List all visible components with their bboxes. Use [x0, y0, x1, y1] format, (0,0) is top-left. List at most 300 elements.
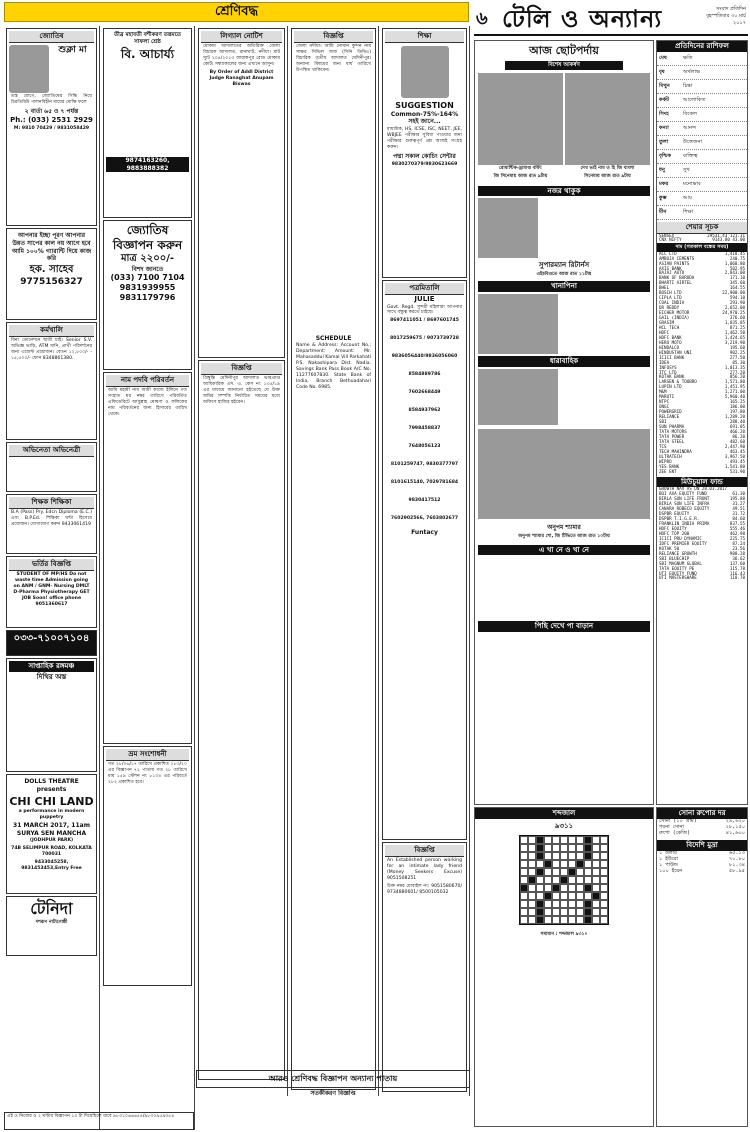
rashi-row — [657, 94, 747, 108]
gold-row-value: ৪১,৬০০ — [725, 829, 745, 836]
stock-row-name: BOSCH LTD — [659, 290, 682, 296]
fund-row-name: CANARA ROBECO EQUITY — [659, 506, 710, 512]
rashi-sign: ধনু — [659, 167, 666, 173]
stock-row-value: 1,271.00 — [724, 389, 745, 395]
teacher-photo — [401, 46, 449, 98]
entertainment-page — [474, 40, 748, 1130]
rashi-value: আনন্দ — [683, 125, 697, 131]
crossword-cell — [528, 876, 536, 884]
crossword-cell — [568, 876, 576, 884]
stock-row-value: 691.05 — [729, 424, 745, 430]
rashi-sign: কন্যা — [659, 125, 669, 131]
fund-row-value: 837.55 — [729, 520, 745, 526]
rashi-row — [657, 80, 747, 94]
shiksha-section — [382, 28, 467, 278]
contact-phone-2: 9831939955 — [119, 283, 176, 292]
stock-row-name: ACC LTD — [659, 250, 677, 256]
fund-row — [659, 576, 745, 581]
contact-number: 9830417512 — [408, 498, 441, 504]
crossword-cell — [544, 860, 552, 868]
contact-number: 7648056123 — [408, 444, 441, 450]
stock-row-name: HDFC — [659, 329, 670, 335]
bhram-heading: ভ্রম সংশোধনী — [106, 749, 189, 761]
stock-row-name: KOTAK BANK — [659, 374, 685, 380]
stock-row-name: BHARTI AIRTEL — [659, 280, 692, 286]
crossword-cell — [600, 852, 608, 860]
contact-phone-1: (033) 7100 7104 — [110, 273, 185, 282]
contact-number: 8584937962 — [408, 408, 441, 414]
anupam-title: অনুপম শ্যামার — [547, 523, 581, 531]
crossword-cell — [536, 884, 544, 892]
rashi-value: আয় — [683, 195, 693, 201]
stock-row-name: AXIS BANK — [659, 265, 682, 271]
rashi-value: মনোভাব — [683, 181, 701, 187]
stock-row-value: 1,013.35 — [724, 364, 745, 370]
stock-row-value: 1,424.65 — [724, 334, 745, 340]
index-block — [657, 234, 747, 244]
stock-row-name: INFOSYS — [659, 364, 677, 370]
crossword-cell — [520, 908, 528, 916]
crossword-cell — [520, 844, 528, 852]
crossword-cell — [576, 860, 584, 868]
gold-heading: সোনা রুপোর দর — [657, 808, 747, 819]
suggestion-title: SUGGESTION — [395, 100, 454, 110]
rashi-value: বিকেল — [683, 111, 697, 117]
crossword-cell — [544, 868, 552, 876]
crossword-cell — [560, 892, 568, 900]
crossword-cell — [552, 892, 560, 900]
najar-time: এইচবিওতে আজ রাত ১১টায় — [536, 272, 592, 278]
fund-row-value: 36.62 — [732, 555, 745, 561]
crossword-cell — [536, 900, 544, 908]
contact-number: 8017259675 / 9073739728 — [390, 336, 459, 342]
stock-row-value: 2,652.00 — [724, 305, 745, 311]
crossword-cell — [576, 868, 584, 876]
stock-row-value: 240.75 — [729, 255, 745, 261]
crossword-cell — [560, 884, 568, 892]
najar-photo — [478, 198, 538, 258]
stock-row-name: TATA STEEL — [659, 438, 685, 444]
stock-row-value: 288.40 — [729, 419, 745, 425]
rashi-value: অর্থলাভ — [683, 69, 701, 75]
stock-row-name: GAIL (INDIA) — [659, 315, 690, 321]
fund-row-name: BIRLA SUN LIFE FRONT — [659, 496, 710, 502]
currency-row-name: ১ ডলার — [659, 850, 677, 857]
tv-section — [474, 40, 654, 805]
stock-row-name: ASIAN PAINTS — [659, 260, 690, 266]
stock-row-name: HERO MOTO — [659, 339, 682, 345]
crossword-cell — [560, 876, 568, 884]
aaj-title: আজ ছোটপর্দায় — [529, 44, 599, 57]
mutual-heading: মিউচুয়াল ফান্ড — [657, 477, 747, 488]
crossword-cell — [536, 868, 544, 876]
julie-text: Govt. Regd. সুন্দরী মহিলারা আপনার সাথে বন্ধুত্ব করতে চাইছে। — [387, 304, 462, 316]
contact-number: 7602902566, 7603802677 — [390, 516, 459, 522]
crossword-number: ৯৩১১ — [554, 821, 574, 830]
stock-row-name: SUN PHARMA — [659, 424, 685, 430]
rashi-list — [657, 52, 747, 220]
stock-row-value: 1,035.85 — [724, 320, 745, 325]
bigyapti-5-section — [382, 842, 467, 1092]
currency-row-name: ১০০ ইয়েন — [659, 867, 683, 874]
crossword-cell — [520, 876, 528, 884]
stock-row-value: 3,219.90 — [724, 339, 745, 345]
play-name: দিথির অস্ত — [36, 672, 67, 681]
rashi-value: চিন্তা — [683, 83, 693, 89]
show2-photo — [565, 73, 650, 165]
khabar-photo — [478, 294, 558, 354]
currency-heading: বিদেশি মুদ্রা — [657, 840, 747, 851]
crossword-cell — [544, 908, 552, 916]
rashi-row — [657, 52, 747, 66]
crossword-section — [474, 807, 654, 1127]
crossword-cell — [536, 892, 544, 900]
rangamancha-heading: সাপ্তাহিক রঙ্গমঞ্চ — [9, 661, 94, 672]
suggestion-sub: Common-75%-164% সহই জানে... — [390, 110, 459, 126]
astrologer-photo — [9, 45, 49, 93]
stock-row-value: 502.95 — [729, 265, 745, 271]
crossword-cell — [560, 900, 568, 908]
stock-row-value: 164.55 — [729, 285, 745, 291]
crossword-cell — [552, 900, 560, 908]
crossword-cell — [592, 860, 600, 868]
astrologer-name: শুক্লা মা — [58, 44, 87, 55]
crossword-cell — [576, 876, 584, 884]
stock-row-value: 1,571.80 — [724, 379, 745, 385]
crossword-cell — [584, 876, 592, 884]
rashi-row — [657, 122, 747, 136]
bhram-section — [103, 746, 192, 986]
crossword-cell — [576, 908, 584, 916]
stock-row-value: 594.10 — [729, 295, 745, 301]
stock-row-name: M&M — [659, 389, 667, 395]
crossword-cell — [520, 884, 528, 892]
footer-note: এই ও নিজের ও ২ ঘণ্টার বিজ্ঞাপন ১০ টা দিয়েছিলে যাবে ৯৮৩১০৬৬৬৫৪/৯৮৩০৯৫৯৩৫৪ — [7, 1114, 175, 1119]
schedule-heading: SCHEDULE — [315, 334, 352, 342]
fund-row-name: BOI AXA EQUITY FUND — [659, 491, 707, 497]
page-header — [474, 2, 748, 36]
stock-row-value: 22,900.00 — [722, 290, 745, 296]
stock-row-value: 85.30 — [732, 359, 745, 365]
stock-row-name: BAJAJ AUTO — [659, 270, 685, 276]
patramitali-section — [382, 280, 467, 840]
fund-row-value: 115.78 — [729, 565, 745, 571]
padma-coaching: পদ্মা সকাল কোচিং সেন্টার — [393, 152, 456, 160]
bharti-heading: ভর্তির বিজ্ঞপ্তি — [9, 559, 94, 571]
bharti-section — [6, 556, 97, 628]
stock-row-name: COAL INDIA — [659, 300, 685, 306]
fund-row-value: 462.98 — [729, 530, 745, 536]
crossword-cell — [592, 868, 600, 876]
ad2-phone: 9775156327 — [20, 276, 83, 287]
fund-row-value: 61.30 — [732, 491, 745, 497]
fund-row-name: KOTAK 50 — [659, 545, 680, 551]
bigyapti-5-heading: বিজ্ঞপ্তি — [385, 845, 464, 857]
karmakhali-text: বিনা ডোনেশনে ছাত্রী চাই। Senior S.V. অভিজ্ঞ ভাড়ি, ATM মানি, প্রার্থী পরিদর্শনের জন্য এজেন্ট প্রয়োজন। বেতন ১২,৫০০/- - ১৫,৫০০/- ফোন 8348861380. — [11, 337, 92, 361]
crossword-cell — [552, 916, 560, 924]
crossword-cell — [600, 884, 608, 892]
sadarkaran-heading: সতর্কীকরণ বিজ্ঞপ্তি — [310, 1090, 356, 1097]
bharti-text: STUDENT OF MP/HS Do not waste time Admission going on ANM / GNM- Nursing DMLT D-Pharma Physiotherapy GET JOB Soon! office phone 9051360617 — [13, 571, 90, 607]
fund-row-name: FRANKLIN INDIA PRIMA — [659, 520, 710, 526]
legal-text: মোকাম আদালতের অতিরিক্ত জেলা বিচারক আদালত, রানাঘাট, নদীয়া। মাট স্যুট ২০৪/২০১৩ ব্যারাকপুর রোড মোকাম কোর্ট। সন্ধ্যাকালের জন্য এখানে আসুন। — [203, 43, 280, 67]
funtacy-label: Funtacy — [411, 529, 438, 537]
rashi-row — [657, 150, 747, 164]
issue-date: বৃহস্পতিবার ৩০ মার্চ ২০১৭ — [706, 12, 746, 26]
rashi-sign: মীন — [659, 209, 667, 215]
tantra-ad — [103, 28, 192, 218]
dharabahik-photo — [478, 369, 558, 425]
crossword-cell — [584, 892, 592, 900]
padma-phone: 9830270379/9830623669 — [391, 162, 458, 168]
anupam-photo — [478, 429, 650, 519]
show2-name: দেখ ভাই নাম ত হি জি বাংলা — [580, 165, 635, 171]
vishesh-heading: বিশেষ আকর্ষণ — [505, 61, 623, 70]
nifty-value: 9143.80 43.00 — [712, 237, 745, 243]
show1-time: জি সিনেমায় আজ রাত ৯টায় — [493, 173, 548, 179]
julie-phone: 8697411051 / 8697601745 — [390, 318, 459, 324]
crossword-cell — [576, 916, 584, 924]
stock-row-value: 171.10 — [729, 275, 745, 281]
crossword-cell — [528, 844, 536, 852]
crossword-cell — [584, 844, 592, 852]
tantra-title: বি. আচার্য্য — [120, 47, 175, 62]
stock-row-name: SBI — [659, 419, 667, 425]
crossword-cell — [576, 900, 584, 908]
karmakhali-heading: কর্মখালি — [9, 325, 94, 337]
stock-row-name: ULTRATECH — [659, 453, 682, 459]
crossword-cell — [528, 852, 536, 860]
crossword-cell — [528, 868, 536, 876]
crossword-cell — [536, 844, 544, 852]
rates-column — [656, 807, 748, 1127]
stock-row-name: BHEL — [659, 285, 670, 291]
crossword-cell — [544, 884, 552, 892]
jyotish-advert — [103, 220, 192, 370]
crossword-cell — [536, 836, 544, 844]
stock-row-value: 345.60 — [729, 280, 745, 286]
astro-mobile: M: 9810 70429 / 9831058429 — [13, 126, 90, 132]
crossword-cell — [568, 836, 576, 844]
stock-row-name: TATA MOTORS — [659, 428, 687, 434]
legal-heading: লিগ্যাল নোটিশ — [201, 31, 282, 43]
crossword-cell — [536, 860, 544, 868]
astro-time: ২ বার্তা ৬৫ ও ৭ পর্যন্ত — [24, 107, 79, 115]
stock-row-name: GRASIM — [659, 320, 675, 325]
crossword-cell — [544, 892, 552, 900]
crossword-cell — [576, 884, 584, 892]
crossword-cell — [592, 884, 600, 892]
crossword-cell — [576, 836, 584, 844]
karmakhali-section — [6, 322, 97, 440]
rashi-sign: সিংহ — [659, 111, 669, 117]
crossword-grid — [519, 835, 609, 925]
crossword-cell — [592, 908, 600, 916]
fund-row-name: UTI MASTERSHARE — [659, 575, 697, 581]
dharabahik-heading: ধারাবাহিক — [478, 356, 650, 367]
gold-row-name: সোনা (১০ গ্রাম) — [659, 817, 697, 824]
stock-heading: শেয়ার সূচক — [657, 222, 747, 234]
crossword-cell — [576, 852, 584, 860]
julie-name: JULIE — [414, 294, 435, 303]
stock-row-value: 1,462.50 — [724, 329, 745, 335]
daam-heading: দাম (গতকাল বন্ধের সময়) — [657, 243, 747, 251]
bigyapti-3-text: গ্রিম্বুন্তি মেদিনীপুর আদালত ভারপ্রাপ্ত আধিকারিক এস. এ. কেস নং ১৩৫/১৯ এর মাধ্যমে জানানো হইতেছে যে উক্ত জমির সম্পত্তি নির্ধারিত সময়ের মধ্যে অফিসে হাজির হইবেন। — [203, 375, 280, 405]
stock-row-name: TATA POWER — [659, 433, 685, 439]
rashi-value: সুখ — [683, 167, 690, 173]
crossword-cell — [520, 868, 528, 876]
crossword-cell — [600, 868, 608, 876]
show-name: CHI CHI LAND — [9, 794, 94, 808]
crossword-cell — [552, 836, 560, 844]
crossword-cell — [584, 916, 592, 924]
crossword-cell — [568, 900, 576, 908]
fund-row-name: TATA EQUITY PE — [659, 565, 695, 571]
stock-row-value: 165.25 — [729, 399, 745, 405]
crossword-cell — [528, 916, 536, 924]
patramitali-heading: পত্রমিতালি — [385, 283, 464, 295]
fund-row-value: 195.88 — [729, 496, 745, 502]
stock-row-name: HDFC BANK — [659, 334, 682, 340]
stock-row-name: HINDUSTAN UNI — [659, 349, 692, 355]
column-3 — [196, 26, 288, 1096]
crossword-cell — [544, 900, 552, 908]
stock-row-name: ITC LTD — [659, 369, 677, 375]
fund-row-name: HDFC TOP 200 — [659, 530, 690, 536]
stock-row-name: POWERGRID — [659, 409, 682, 415]
address: 74B SELIMPUR ROAD, KOLKATA 700031 — [11, 846, 92, 858]
venue2: (JODHPUR PARK) — [29, 838, 74, 844]
gold-row-value: ২৯,৬২০ — [725, 817, 745, 824]
final-text: উক্ত নম্বর মোবাইল নং: 9051580670/ 9734880601/ 8500105032 — [387, 883, 462, 895]
crossword-cell — [600, 860, 608, 868]
crossword-cell — [568, 852, 576, 860]
shikshak-text: B.A (Pass) Pry. Edcn Diploma (E.C.) এবং B.P.Ed. শিক্ষিকা ঘন্টা হিসেবে প্রয়োজন। যোগাযোগ করুন 9433061419 — [11, 509, 92, 527]
bigyapti-3-heading: বিজ্ঞপ্তি — [201, 363, 282, 375]
crossword-cell — [576, 892, 584, 900]
more-classified: আরও শ্রেণিবদ্ধ বিজ্ঞাপন অন্যান্য পাতায় — [196, 1070, 470, 1088]
stock-row-value: 871.25 — [729, 324, 745, 330]
tenida-ad — [6, 896, 97, 956]
page-number: ৬ — [476, 8, 488, 29]
shikshak-heading: শিক্ষক শিক্ষিকা — [9, 497, 94, 509]
crossword-cell — [552, 844, 560, 852]
fund-row-value: 555.46 — [729, 525, 745, 531]
bigyapti-5-text: An Established person working for an intimate lady friend (Money Seekers Excuse) 9051508251 — [387, 857, 462, 881]
crossword-cell — [592, 876, 600, 884]
sensex-value: 29531.43 121.31 — [707, 232, 745, 238]
crossword-cell — [600, 908, 608, 916]
crossword-cell — [536, 908, 544, 916]
fund-row-value: 49.51 — [732, 506, 745, 512]
currency-row-value: ৮১.৩৪ — [729, 861, 745, 868]
stock-row-value: 3,967.50 — [724, 453, 745, 459]
crossword-cell — [592, 852, 600, 860]
rashi-value: ব্যক্তিত্ব — [683, 153, 698, 159]
crossword-solution: সমাধান : শব্দজাল ৯৩১০ — [540, 931, 588, 937]
crossword-cell — [528, 860, 536, 868]
stock-row-value: 493.45 — [729, 458, 745, 464]
crossword-cell — [592, 892, 600, 900]
rashi-row — [657, 192, 747, 206]
stock-row-name: ICICI BANK — [659, 354, 685, 360]
crossword-cell — [600, 916, 608, 924]
rashi-value: উত্তেজনা — [683, 139, 703, 145]
currency-row-value: ৫৮.৯৫ — [729, 867, 745, 874]
page-title: টেলি ও অন্যান্য — [502, 4, 663, 33]
classified-footer — [196, 1070, 470, 1130]
gold-row-name: রুপো (কেজি) — [659, 829, 691, 836]
bhram-text: গত ২৮/০৬/১৭ তারিখে প্রকাশিত ২৮৩/২০ এর বিজ্ঞাপন ৭২ পাতায় গত ২৮ তারিখে মাম ১৫৯ স্টেশন নং ৮১০৪ এর পরিবর্তে ২৮২ প্রকাশিত হবে। — [108, 761, 187, 785]
bigyapti-4-section — [291, 28, 376, 1090]
crossword-cell — [568, 844, 576, 852]
crossword-cell — [552, 884, 560, 892]
stock-row — [659, 470, 745, 475]
najar-show: সুপারম্যান রিটার্নস — [538, 261, 590, 270]
order-by: By Order of Addl District Judge Ranaghat Anupam Biswas — [209, 69, 274, 87]
nifty-row: CNX NIFTY 9143.80 43.00 — [659, 237, 745, 243]
stock-row-value: 856.20 — [729, 374, 745, 380]
mutual-date: GROWTH NAV AS ON 28.03.2017 — [659, 486, 728, 492]
crossword-cell — [560, 868, 568, 876]
stock-row-value: 376.60 — [729, 315, 745, 321]
crossword-cell — [584, 884, 592, 892]
column-5 — [380, 26, 470, 1096]
crossword-cell — [568, 868, 576, 876]
price: মাত্র ২২০০/- — [120, 253, 175, 264]
fund-row-name: SBI MAGNUM GLOBAL — [659, 560, 702, 566]
astro-contact: Ph.: (033) 2531 2929 — [10, 116, 93, 125]
stock-row-name: HCL TECH — [659, 324, 680, 330]
stock-row-value: 195.60 — [729, 344, 745, 350]
crossword-cell — [568, 908, 576, 916]
show1-name: রোমান্টিক-ড্রামাপ্ত বর্ফি! — [499, 165, 542, 171]
fund-row-value: 23.56 — [732, 545, 745, 551]
shabdajala-heading: শব্দজাল — [475, 808, 653, 819]
fund-row-name: HDFC EQUITY — [659, 525, 687, 531]
nam-text: আমি মহামী নাম আমী কাজে ইলিনে গত সংহাত ঘর নম্বর তারিখে পরিবর্তিত এফিডেবিটে আবুল্লাহ ঘোষণা ও ফলিকের নাম পরিবর্তনের জন্য হিসাবের তারিখ থেকে। — [108, 387, 187, 417]
stock-row-name: LARSEN & TOUBRO — [659, 379, 697, 385]
tantra-phone: 9874163260, 9883888382 — [106, 157, 189, 172]
crossword-cell — [560, 860, 568, 868]
legal-section — [198, 28, 285, 358]
fund-row-name: DSPBR EQUITY — [659, 511, 690, 517]
fund-row-value: 116.43 — [729, 570, 745, 576]
bigyapti-3-section — [198, 360, 285, 1080]
fund-row-value: 118.70 — [729, 575, 745, 581]
astro-lines: তন্ত্র যোগে, জ্যোতিষের সিদ্ধি নিয়ে চিরতিরিউ পালনবিহীন মায়ের মোক্ষি ফলে — [11, 93, 92, 105]
fund-row-name: UTI EQUITY FUND — [659, 570, 697, 576]
crossword-cell — [568, 916, 576, 924]
stock-row-value: 2,843.00 — [724, 270, 745, 276]
crossword-cell — [552, 876, 560, 884]
crossword-cell — [584, 908, 592, 916]
gold-row — [659, 831, 745, 837]
rashi-row — [657, 136, 747, 150]
rashi-sign: কুম্ভ — [659, 195, 667, 201]
crossword-cell — [600, 892, 608, 900]
crossword-cell — [560, 916, 568, 924]
contact-number: 8101259747, 9830377797 — [390, 462, 459, 468]
abhineta-section — [6, 442, 97, 492]
dolls-theatre-ad — [6, 774, 97, 894]
rashi-row — [657, 206, 747, 220]
rashi-row — [657, 178, 747, 192]
stock-row-value: 902.25 — [729, 349, 745, 355]
fund-row-value: 87.24 — [732, 540, 745, 546]
crossword-cell — [568, 860, 576, 868]
crossword-cell — [592, 900, 600, 908]
